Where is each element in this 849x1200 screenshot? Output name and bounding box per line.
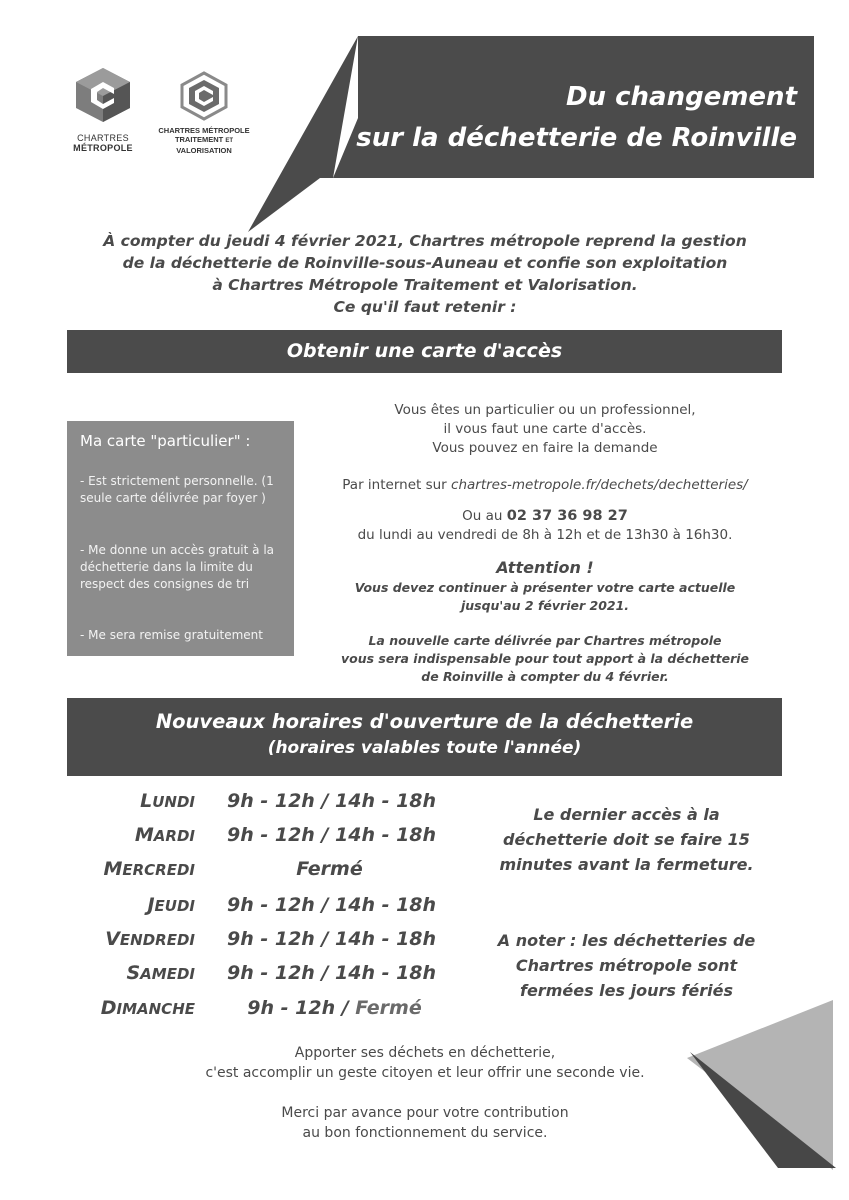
hours-mercredi: Fermé xyxy=(296,858,363,880)
section2-title: Nouveaux horaires d'ouverture de la déchetterie xyxy=(155,710,694,733)
intro-line2: de la déchetterie de Roinville-sous-Auneau et confie son exploitation xyxy=(122,254,728,272)
footer-thanks xyxy=(150,1103,700,1143)
card-item-3: - Me sera remise gratuitement xyxy=(80,628,263,642)
new-card-line3: de Roinville à compter du 4 février. xyxy=(421,669,669,684)
day-mercredi xyxy=(103,858,195,880)
day-mardi-initial: M xyxy=(134,824,154,846)
day-mardi xyxy=(135,824,195,846)
intro-line3: à Chartres Métropole Traitement et Valorisation. xyxy=(212,276,638,294)
day-jeudi-rest: EUDI xyxy=(154,897,195,915)
logo1-line1: CHARTRES xyxy=(77,133,129,143)
note-last-access: Le dernier accès à la déchetterie doit se faire 15 minutes avant la fermeture. xyxy=(499,805,754,874)
card-title: Ma carte "particulier" : xyxy=(80,432,251,450)
access-info-p1 xyxy=(300,401,790,458)
footer-line4: au bon fonctionnement du service. xyxy=(302,1125,548,1141)
intro-line1: À compter du jeudi 4 février 2021, Chartres métropole reprend la gestion xyxy=(103,232,747,250)
logo2-traitement: TRAITEMENT xyxy=(174,135,224,144)
day-vendredi-initial: V xyxy=(105,928,120,950)
page-title-line2: sur la déchetterie de Roinville xyxy=(356,123,797,153)
new-card-line1: La nouvelle carte délivrée par Chartres métropole xyxy=(368,633,722,648)
new-card-line2: vous sera indispensable pour tout apport à la déchetterie xyxy=(341,651,749,666)
footer-line1: Apporter ses déchets en déchetterie, xyxy=(294,1045,556,1061)
logo2-line1: CHARTRES MÉTROPOLE xyxy=(158,126,250,135)
day-dimanche-rest: IMANCHE xyxy=(116,1000,195,1018)
access-info-line3: Vous pouvez en faire la demande xyxy=(432,440,658,456)
logo1-line2: MÉTROPOLE xyxy=(73,143,133,153)
attention-title: Attention ! xyxy=(496,558,594,577)
card-particulier-box xyxy=(67,421,294,656)
phone-prefix: Ou au xyxy=(462,508,507,524)
day-vendredi xyxy=(105,928,195,950)
access-info-attention xyxy=(300,557,790,615)
footer-line3: Merci par avance pour votre contribution xyxy=(281,1105,569,1121)
access-info-internet xyxy=(300,476,790,495)
phone-hours: du lundi au vendredi de 8h à 12h et de 13h30 à 16h30. xyxy=(357,527,733,543)
hours-jeudi: 9h - 12h / 14h - 18h xyxy=(227,894,437,916)
day-dimanche xyxy=(101,997,195,1019)
footer-message xyxy=(150,1043,700,1083)
card-item-1: - Est strictement personnelle. (1 seule carte délivrée par foyer ) xyxy=(80,474,274,505)
day-mardi-rest: ARDI xyxy=(153,827,195,845)
hours-dimanche-closed: Fermé xyxy=(355,997,422,1019)
day-lundi xyxy=(140,790,195,812)
day-jeudi-initial: J xyxy=(147,894,155,916)
header-banner xyxy=(0,0,849,240)
footer-line2: c'est accomplir un geste citoyen et leur offrir une seconde vie. xyxy=(205,1065,645,1081)
intro-line4: Ce qu'il faut retenir : xyxy=(333,298,517,316)
logo2-et: ET xyxy=(225,138,234,144)
hours-dimanche-morning: 9h - 12h / xyxy=(247,997,356,1019)
day-lundi-rest: UNDI xyxy=(152,793,195,811)
phone-number: 02 37 36 98 27 xyxy=(506,508,628,524)
card-item-2: - Me donne un accès gratuit à la déchetterie dans la limite du respect des consignes de tri xyxy=(80,543,275,591)
logo2-line3: VALORISATION xyxy=(176,146,232,155)
internet-link[interactable]: chartres-metropole.fr/dechets/dechetteries/ xyxy=(451,477,748,493)
day-mercredi-rest: ERCREDI xyxy=(122,861,195,879)
day-samedi-initial: S xyxy=(126,962,141,984)
section2-subtitle: (horaires valables toute l'année) xyxy=(267,738,582,758)
hours-mardi: 9h - 12h / 14h - 18h xyxy=(227,824,437,846)
access-info-phone xyxy=(300,507,790,545)
day-lundi-initial: L xyxy=(140,790,153,812)
attention-line2: jusqu'au 2 février 2021. xyxy=(460,598,630,613)
section-hours-heading xyxy=(67,698,782,776)
hours-lundi: 9h - 12h / 14h - 18h xyxy=(227,790,437,812)
hours-vendredi: 9h - 12h / 14h - 18h xyxy=(227,928,437,950)
hours-samedi: 9h - 12h / 14h - 18h xyxy=(227,962,437,984)
attention-line1: Vous devez continuer à présenter votre carte actuelle xyxy=(354,580,736,595)
day-jeudi xyxy=(147,894,195,916)
page-title-line1: Du changement xyxy=(565,82,797,112)
day-vendredi-rest: ENDREDI xyxy=(119,931,195,949)
day-samedi xyxy=(126,962,195,984)
section-access-card-heading xyxy=(67,330,782,373)
note-holidays: A noter : les déchetteries de Chartres métropole sont fermées les jours fériés xyxy=(497,931,756,1000)
day-dimanche-initial: D xyxy=(100,997,117,1019)
access-info-new-card xyxy=(300,632,790,686)
intro-paragraph xyxy=(60,230,790,318)
internet-prefix: Par internet sur xyxy=(342,477,452,493)
day-mercredi-initial: M xyxy=(103,858,123,880)
section1-title: Obtenir une carte d'accès xyxy=(286,340,563,362)
access-info-line1: Vous êtes un particulier ou un professionnel, xyxy=(394,402,696,418)
access-info-line2: il vous faut une carte d'accès. xyxy=(443,421,647,437)
day-samedi-rest: AMEDI xyxy=(140,965,195,983)
hours-dimanche xyxy=(232,997,437,1019)
